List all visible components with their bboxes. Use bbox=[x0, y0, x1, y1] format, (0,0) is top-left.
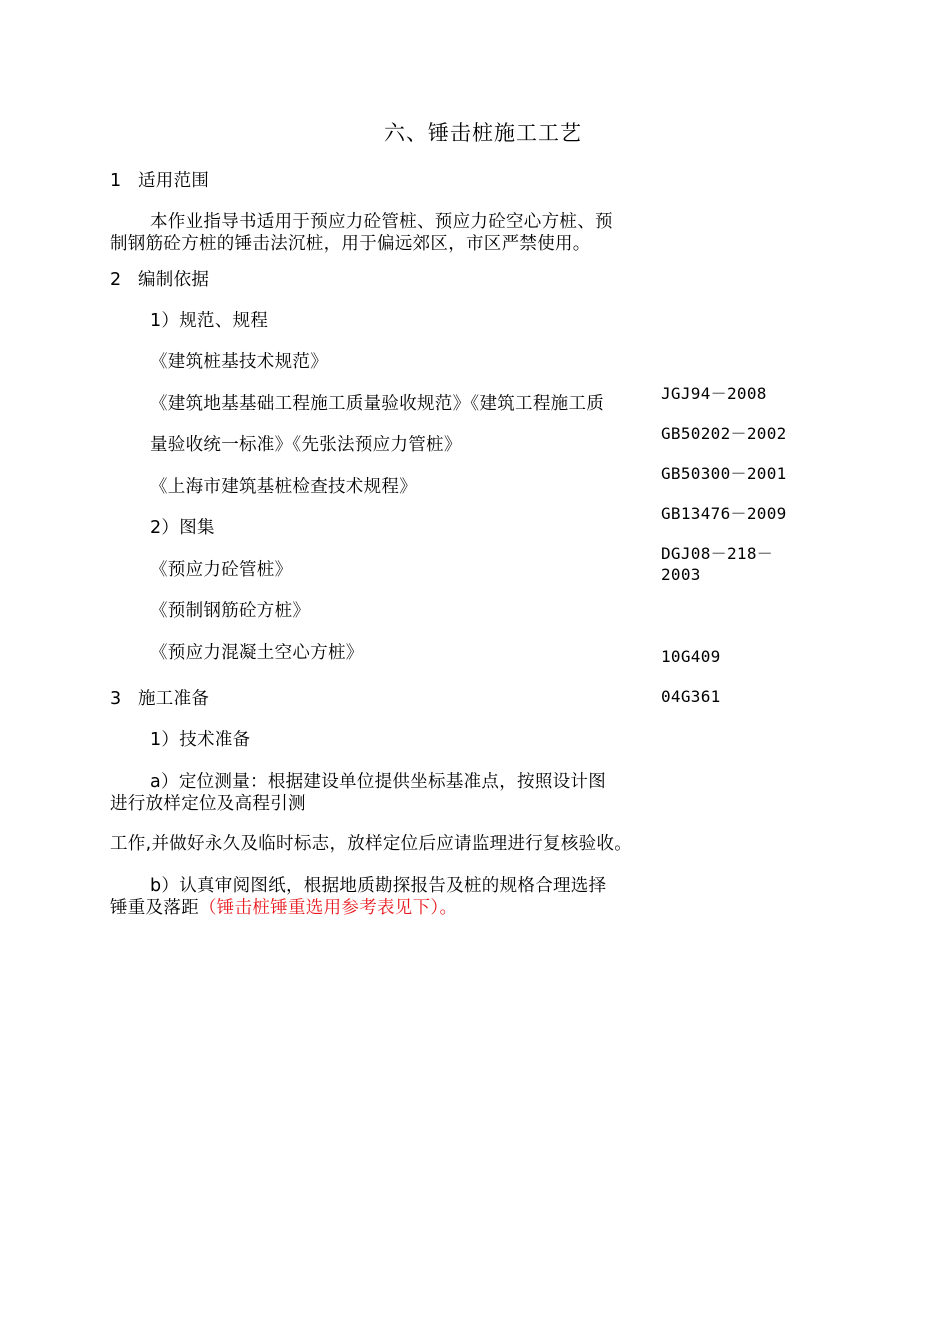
paragraph-line: 工作,并做好永久及临时标志，放样定位后应请监理进行复核验收。 bbox=[110, 834, 633, 854]
section-number: 3 bbox=[110, 689, 122, 709]
reference-item: 《预应力混凝土空心方桩》 bbox=[150, 643, 364, 663]
paragraph-text: 锤重及落距 bbox=[110, 898, 199, 918]
reference-item: 《上海市建筑基桩检查技术规程》 bbox=[150, 477, 417, 497]
standard-code: GB50300－2001 bbox=[661, 464, 787, 483]
paragraph-line: a）定位测量：根据建设单位提供坐标基准点，按照设计图 bbox=[150, 772, 607, 792]
standard-code: GB50202－2002 bbox=[661, 424, 787, 443]
paragraph-line bbox=[110, 897, 457, 919]
section-number: 2 bbox=[110, 270, 122, 290]
section-2-heading bbox=[110, 269, 209, 291]
section-title: 施工准备 bbox=[138, 689, 210, 709]
section-number: 1 bbox=[110, 171, 122, 191]
page-title: 六、锤击桩施工工艺 bbox=[384, 121, 582, 145]
section-3-heading bbox=[110, 688, 209, 710]
reference-item: 《建筑地基基础工程施工质量验收规范》《建筑工程施工质 bbox=[150, 394, 605, 414]
atlas-code: 04G361 bbox=[661, 687, 721, 706]
standard-code: JGJ94－2008 bbox=[661, 384, 767, 403]
paragraph-line: 制钢筋砼方桩的锤击法沉桩，用于偏远郊区，市区严禁使用。 bbox=[110, 234, 591, 254]
paragraph-line: 本作业指导书适用于预应力砼管桩、预应力砼空心方桩、预 bbox=[150, 212, 613, 232]
standard-code: DGJ08－218－ bbox=[661, 544, 774, 563]
subheading: 1）规范、规程 bbox=[150, 311, 269, 331]
reference-item: 《预制钢筋砼方桩》 bbox=[150, 601, 311, 621]
paragraph-line: b）认真审阅图纸，根据地质勘探报告及桩的规格合理选择 bbox=[150, 876, 607, 896]
subheading: 1）技术准备 bbox=[150, 730, 251, 750]
standard-code: GB13476－2009 bbox=[661, 504, 787, 523]
atlas-code: 10G409 bbox=[661, 647, 721, 666]
reference-item: 量验收统一标准》《先张法预应力管桩》 bbox=[150, 435, 462, 455]
subheading: 2）图集 bbox=[150, 518, 215, 538]
reference-item: 《预应力砼管桩》 bbox=[150, 560, 293, 580]
paragraph-line: 进行放样定位及高程引测 bbox=[110, 794, 306, 814]
standard-code: 2003 bbox=[661, 565, 701, 584]
section-1-heading bbox=[110, 170, 209, 192]
reference-item: 《建筑桩基技术规范》 bbox=[150, 352, 328, 372]
highlighted-note: （锤击桩锤重选用参考表见下）。 bbox=[199, 898, 458, 918]
section-title: 编制依据 bbox=[138, 270, 210, 290]
section-title: 适用范围 bbox=[138, 171, 210, 191]
